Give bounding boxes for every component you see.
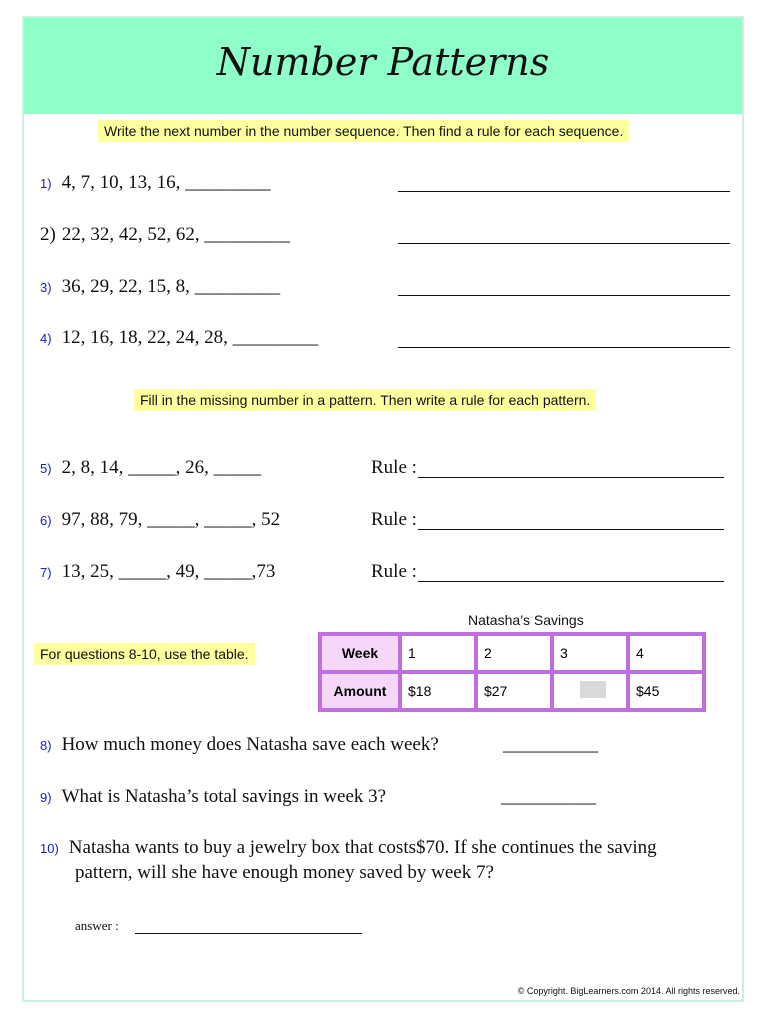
table-row (320, 672, 704, 710)
rule-label: Rule : (371, 457, 417, 478)
question-number: 6) (40, 513, 52, 528)
question-text: 13, 25, _____, 49, _____,73 (61, 561, 276, 582)
answer-blank-8[interactable]: __________ (503, 734, 598, 755)
table-caption: Natasha’s Savings (468, 612, 584, 628)
rule-line-5[interactable] (418, 477, 724, 478)
question-number: 1) (40, 176, 52, 191)
question-text: Natasha wants to buy a jewelry box that costs$70. If she continues the saving (68, 837, 657, 858)
table-cell: 4 (628, 634, 704, 672)
question-10 (40, 837, 657, 859)
question-number: 5) (40, 461, 52, 476)
question-7 (40, 561, 275, 583)
copyright-text: © Copyright. BigLearners.com 2014. All rights reserved. (517, 986, 740, 996)
title-banner (24, 18, 742, 114)
question-number: 4) (40, 331, 52, 346)
question-1 (40, 172, 271, 194)
question-number: 2) (40, 224, 56, 245)
table-cell: 3 (552, 634, 628, 672)
question-number: 8) (40, 738, 52, 753)
instruction-pattern: Fill in the missing number in a pattern. Then write a rule for each pattern. (134, 389, 596, 411)
question-text: 2, 8, 14, _____, 26, _____ (61, 457, 262, 478)
rule-answer-line-3[interactable] (398, 295, 730, 296)
rule-line-6[interactable] (418, 529, 724, 530)
question-text: 12, 16, 18, 22, 24, 28, _________ (61, 327, 319, 348)
answer-line[interactable] (135, 933, 362, 934)
table-header-cell: Amount (320, 672, 400, 710)
question-number: 10) (40, 841, 59, 856)
question-text: How much money does Natasha save each week? (61, 734, 439, 755)
question-text: 36, 29, 22, 15, 8, _________ (61, 276, 281, 297)
table-cell: $27 (476, 672, 552, 710)
savings-table (318, 632, 706, 712)
question-number: 9) (40, 790, 52, 805)
table-cell: 2 (476, 634, 552, 672)
rule-answer-line-2[interactable] (398, 243, 730, 244)
question-number: 7) (40, 565, 52, 580)
question-2 (40, 224, 290, 246)
table-cell-blank[interactable] (552, 672, 628, 710)
question-text: What is Natasha’s total savings in week 3? (61, 786, 387, 807)
question-text: 97, 88, 79, _____, _____, 52 (61, 509, 281, 530)
question-4 (40, 327, 318, 349)
rule-answer-line-4[interactable] (398, 347, 730, 348)
question-3 (40, 276, 280, 298)
table-header-cell: Week (320, 634, 400, 672)
question-6 (40, 509, 280, 531)
question-5 (40, 457, 261, 479)
question-text: 4, 7, 10, 13, 16, _________ (61, 172, 271, 193)
rule-label: Rule : (371, 509, 417, 530)
rule-line-7[interactable] (418, 581, 724, 582)
page-title: Number Patterns (216, 40, 550, 84)
answer-blank-9[interactable]: __________ (501, 786, 596, 807)
question-9 (40, 786, 386, 808)
table-cell: $45 (628, 672, 704, 710)
table-cell: $18 (400, 672, 476, 710)
answer-label: answer : (75, 918, 119, 933)
rule-label: Rule : (371, 561, 417, 582)
question-10-line2: pattern, will she have enough money saved by week 7? (75, 862, 494, 883)
blank-answer-box[interactable] (580, 681, 606, 698)
rule-answer-line-1[interactable] (398, 191, 730, 192)
question-number: 3) (40, 280, 52, 295)
instruction-table: For questions 8-10, use the table. (34, 643, 255, 665)
question-8 (40, 734, 439, 756)
table-cell: 1 (400, 634, 476, 672)
table-row (320, 634, 704, 672)
instruction-sequence: Write the next number in the number sequence. Then find a rule for each sequence. (98, 120, 629, 142)
question-text: 22, 32, 42, 52, 62, _________ (61, 224, 290, 245)
